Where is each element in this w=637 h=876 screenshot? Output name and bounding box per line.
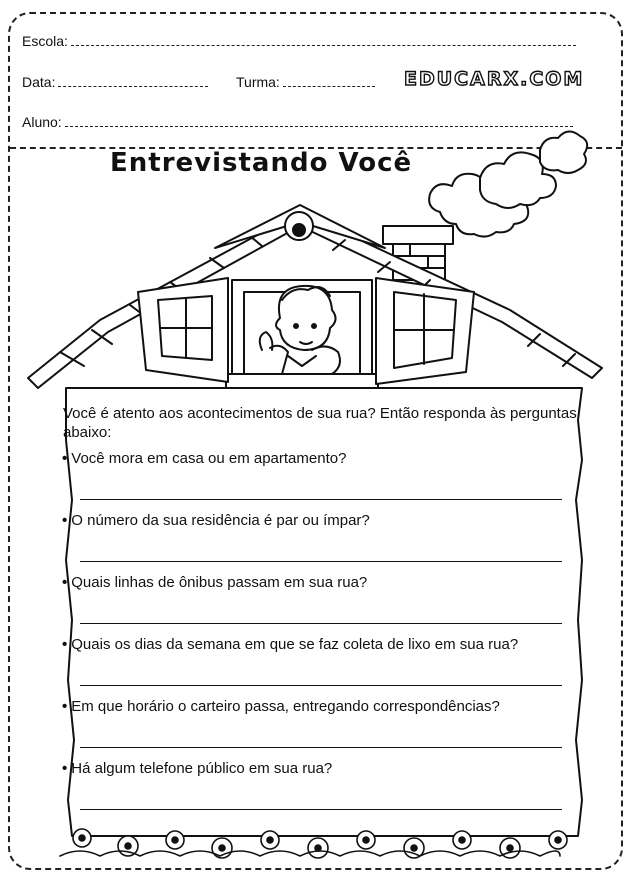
question-1: • Você mora em casa ou em apartamento? [62,450,347,467]
school-label: Escola: [22,33,68,49]
answer-line-5[interactable] [80,747,562,748]
left-shutter-icon [138,278,228,382]
answer-line-2[interactable] [80,561,562,562]
date-label: Data: [22,74,56,90]
answer-line-3[interactable] [80,623,562,624]
question-3: • Quais linhas de ônibus passam em sua rua? [62,574,368,591]
answer-line-1[interactable] [80,499,562,500]
question-text: Quais linhas de ônibus passam em sua rua? [71,574,368,591]
smoke-icon [429,131,587,236]
intro-text: Você é atento aos acontecimentos de sua rua? Então responda às perguntas abaixo: [63,405,577,441]
question-text: Você mora em casa ou em apartamento? [71,450,347,467]
question-text: O número da sua residência é par ou ímpar? [71,512,370,529]
question-text: Há algum telefone público em sua rua? [71,760,333,777]
answer-line-4[interactable] [80,685,562,686]
student-label: Aluno: [22,114,62,130]
question-5: • Em que horário o carteiro passa, entregando correspondências? [62,698,500,715]
flowers-icon [60,829,567,858]
class-label: Turma: [236,74,280,90]
question-4: • Quais os dias da semana em que se faz coleta de lixo em sua rua? [62,636,519,653]
question-text: Em que horário o carteiro passa, entregando correspondências? [71,698,500,715]
question-2: • O número da sua residência é par ou ímpar? [62,512,370,529]
site-logo: EDUCARX.COM [404,68,585,90]
worksheet-title: Entrevistando Você [110,148,413,178]
question-text: Quais os dias da semana em que se faz coleta de lixo em sua rua? [71,636,519,653]
right-shutter-icon [376,278,474,384]
question-6: • Há algum telefone público em sua rua? [62,760,333,777]
answer-line-6[interactable] [80,809,562,810]
